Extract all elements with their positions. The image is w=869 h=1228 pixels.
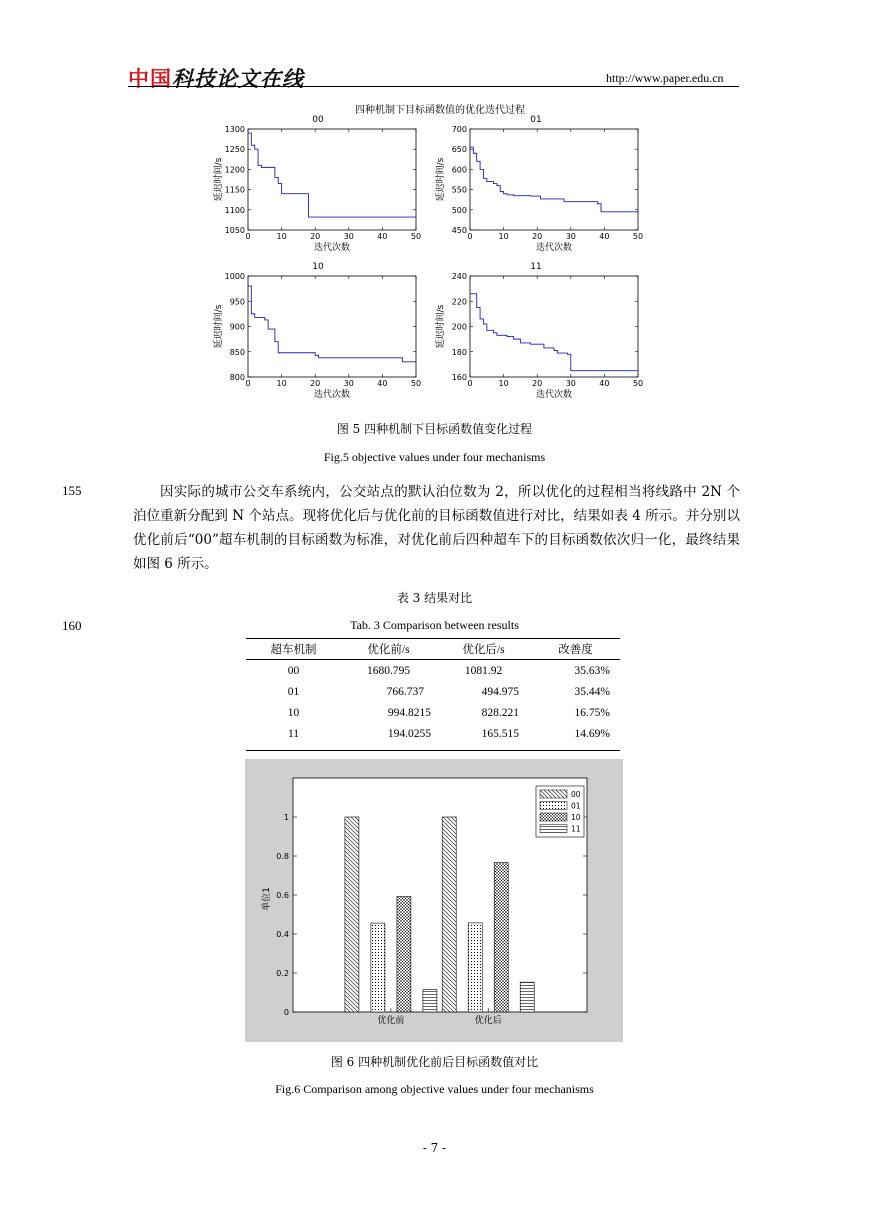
x-tick-label: 30 <box>565 379 576 388</box>
x-tick-label: 0 <box>467 379 473 388</box>
y-tick-label: 0.8 <box>276 852 289 861</box>
column-header: 改善度 <box>531 639 620 660</box>
x-tick-label: 10 <box>498 379 509 388</box>
plot-frame <box>248 129 416 230</box>
table-header-row <box>246 639 620 660</box>
table-cell: 194.0255 <box>341 723 436 751</box>
x-axis-label: 迭代次数 <box>313 390 351 400</box>
x-tick-label: 50 <box>410 379 422 388</box>
panel-10 <box>212 262 421 400</box>
figure-6-bar-chart <box>245 759 623 1042</box>
plot-frame <box>248 276 416 377</box>
table-cell: 01 <box>287 685 300 698</box>
y-tick-label: 550 <box>451 185 467 195</box>
y-tick-label: 200 <box>451 322 467 332</box>
table-row <box>246 702 620 723</box>
y-tick-label: 240 <box>451 272 467 281</box>
figure-6-caption-en: Fig.6 Comparison among objective values under four mechanisms <box>275 1082 594 1096</box>
x-tick-label: 40 <box>599 379 610 388</box>
panel-label: 00 <box>312 115 324 125</box>
y-tick-label: 1250 <box>224 145 245 155</box>
table-cell: 10 <box>287 706 300 719</box>
x-tick-label: 30 <box>343 232 354 241</box>
x-tick-label: 50 <box>410 232 422 241</box>
bar-01-1 <box>468 923 482 1012</box>
figure-5-caption-cn: 图 5 四种机制下目标函数值变化过程 <box>336 422 533 436</box>
y-tick-label: 800 <box>229 373 245 382</box>
y-axis-label: 延迟时间/s <box>214 157 224 202</box>
site-logo: 中国科技论文在线 <box>128 67 304 91</box>
panel-label: 10 <box>312 262 324 272</box>
panel-00 <box>212 115 421 253</box>
legend-label: 00 <box>571 790 581 799</box>
x-tick-label: 0 <box>467 232 473 241</box>
y-tick-label: 220 <box>451 297 467 307</box>
table-cell: 11 <box>246 723 341 751</box>
x-tick-label: 0 <box>245 379 251 388</box>
x-tick-label: 30 <box>565 232 576 241</box>
body-paragraph: 因实际的城市公交车系统内，公交站点的默认泊位数为 2，所以优化的过程相当将线路中 2N 个泊位重新分配到 N 个站点。现将优化后与优化前的目标函数值进行对比，结果如表 4 所示。并分别以优化前后“00”超车机制的目标函数为标准，对优化前后四种超车下的目标函数依次归一化，最终结果如图 6 所示。 <box>133 484 740 572</box>
table-cell: 1081.92 <box>464 664 503 677</box>
legend-label: 10 <box>571 813 581 822</box>
table-cell: 494.975 <box>481 685 519 698</box>
y-tick-label: 0.6 <box>276 891 289 900</box>
x-tick-label: 20 <box>532 232 543 241</box>
x-tick-label: 优化后 <box>474 1016 502 1026</box>
table-row <box>246 723 620 751</box>
legend-swatch-01 <box>540 802 567 810</box>
x-axis-label: 迭代次数 <box>535 243 573 253</box>
y-axis-label: 延迟时间/s <box>214 304 224 349</box>
column-header: 超车机制 <box>246 639 341 660</box>
table-3-caption-en: Tab. 3 Comparison between results <box>350 618 519 632</box>
legend-swatch-00 <box>540 790 567 798</box>
x-tick-label: 10 <box>498 232 509 241</box>
x-tick-label: 10 <box>276 379 287 388</box>
x-tick-label: 20 <box>310 379 321 388</box>
bar-10-1 <box>494 863 508 1012</box>
table-cell: 16.75% <box>574 706 610 719</box>
y-tick-label: 850 <box>229 347 245 357</box>
x-tick-label: 40 <box>599 232 610 241</box>
x-tick-label: 50 <box>632 379 644 388</box>
page-number: - 7 - <box>422 1141 447 1155</box>
bar-11-0 <box>423 990 437 1012</box>
figure-5-title: 四种机制下目标函数值的优化迭代过程 <box>355 105 525 116</box>
panel-11 <box>434 262 643 400</box>
table-3-caption-cn: 表 3 结果对比 <box>396 591 473 605</box>
header-rule <box>128 86 739 87</box>
y-tick-label: 1300 <box>224 125 245 134</box>
x-axis-label: 迭代次数 <box>535 390 573 400</box>
bar-00-1 <box>442 817 456 1012</box>
y-tick-label: 1150 <box>224 185 245 195</box>
table-cell: 994.8215 <box>387 706 431 719</box>
column-header: 优化前/s <box>341 639 436 660</box>
x-tick-label: 40 <box>377 232 388 241</box>
line-number-155: 155 <box>62 483 82 498</box>
y-tick-label: 0 <box>283 1008 289 1017</box>
results-table <box>246 638 620 751</box>
y-tick-label: 0.2 <box>276 969 289 978</box>
y-axis-label: 延迟时间/s <box>436 157 446 202</box>
figure-5-iteration-plots <box>190 100 660 410</box>
y-tick-label: 950 <box>229 297 245 307</box>
y-tick-label: 650 <box>451 145 467 155</box>
legend-label: 01 <box>571 801 581 811</box>
bar-11-1 <box>520 982 534 1012</box>
y-tick-label: 160 <box>451 373 467 382</box>
x-tick-label: 10 <box>276 232 287 241</box>
x-tick-label: 20 <box>310 232 321 241</box>
plot-frame <box>470 276 638 377</box>
x-tick-label: 20 <box>532 379 543 388</box>
y-tick-label: 0.4 <box>276 930 289 939</box>
table-cell: 766.737 <box>386 685 424 698</box>
table-cell: 165.515 <box>436 723 531 751</box>
bar-01-0 <box>371 923 385 1012</box>
y-tick-label: 1 <box>283 813 289 822</box>
x-tick-label: 0 <box>245 232 251 241</box>
table-cell: 35.63% <box>574 664 610 677</box>
header-url[interactable]: http://www.paper.edu.cn <box>606 71 724 85</box>
table-row <box>246 660 620 682</box>
y-tick-label: 1100 <box>224 205 245 215</box>
y-axis-label: 延迟时间/s <box>436 304 446 349</box>
legend-swatch-11 <box>540 825 567 833</box>
plot-frame <box>470 129 638 230</box>
y-tick-label: 700 <box>451 125 467 134</box>
y-tick-label: 500 <box>451 205 467 215</box>
y-axis-label: 单位1 <box>262 887 272 911</box>
bar-10-0 <box>397 897 411 1012</box>
panel-label: 01 <box>530 115 542 125</box>
x-tick-label: 40 <box>377 379 388 388</box>
y-tick-label: 1050 <box>224 226 245 235</box>
y-tick-label: 450 <box>451 226 467 235</box>
table-cell: 35.44% <box>574 685 610 698</box>
table-cell: 14.69% <box>531 723 620 751</box>
figure-6-caption-cn: 图 6 四种机制优化前后目标函数值对比 <box>330 1055 539 1069</box>
panel-01 <box>434 115 643 253</box>
table-cell: 828.221 <box>481 706 519 719</box>
figure-5-caption-en: Fig.5 objective values under four mechanisms <box>323 450 546 464</box>
table-row <box>246 681 620 702</box>
legend-swatch-10 <box>540 813 567 821</box>
y-tick-label: 600 <box>451 165 467 175</box>
legend-label: 11 <box>571 824 581 834</box>
table-cell: 1680.795 <box>366 664 411 677</box>
y-tick-label: 180 <box>451 347 467 357</box>
bar-00-0 <box>345 817 359 1012</box>
column-header: 优化后/s <box>436 639 531 660</box>
panel-label: 11 <box>530 262 542 272</box>
y-tick-label: 1200 <box>224 165 245 175</box>
line-number-160: 160 <box>62 618 82 633</box>
x-tick-label: 优化前 <box>377 1016 405 1026</box>
table-cell: 00 <box>287 664 300 677</box>
x-tick-label: 30 <box>343 379 354 388</box>
y-tick-label: 900 <box>229 322 245 332</box>
y-tick-label: 1000 <box>224 272 245 281</box>
x-axis-label: 迭代次数 <box>313 243 351 253</box>
x-tick-label: 50 <box>632 232 644 241</box>
